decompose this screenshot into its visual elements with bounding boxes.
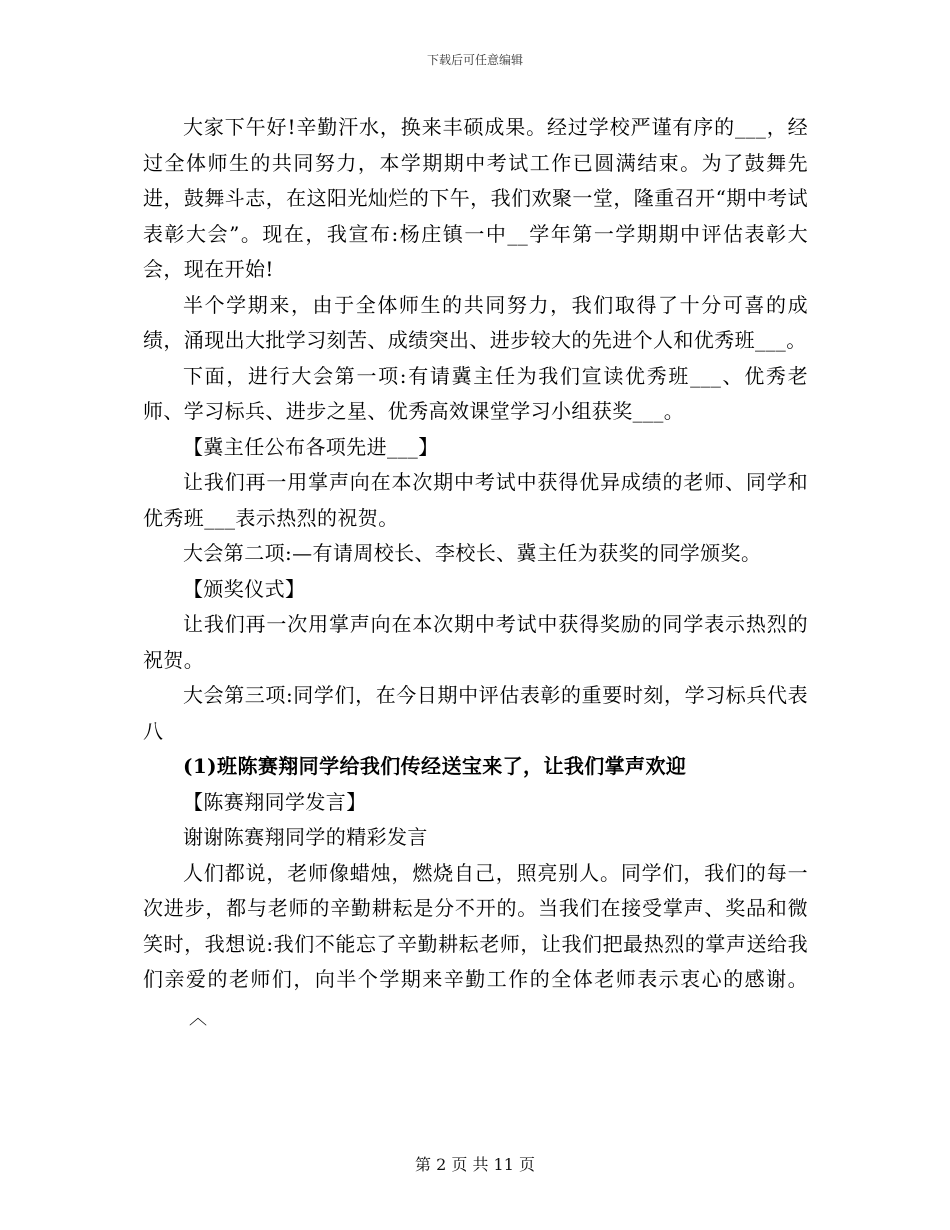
paragraph-thanks-speaker: 谢谢陈赛翔同学的精彩发言	[183, 825, 428, 849]
caret-up-icon: ︿	[189, 1007, 208, 1029]
paragraph-speaker-intro: (1)班陈赛翔同学给我们传经送宝来了，让我们掌声欢迎	[183, 754, 687, 778]
paragraph-award-ceremony: 【颁奖仪式】	[183, 576, 306, 601]
paragraph-thanks-teachers	[143, 856, 808, 1037]
page-header: 下载后可任意编辑	[426, 53, 523, 67]
paragraph-speech-label: 【陈赛翔同学发言】	[183, 789, 367, 814]
paragraph-opening: 大家下午好!辛勤汗水，换来丰硕成果。经过学校严谨有序的___，经过全体师生的共同努力，本学期期中考试工作已圆满结束。为了鼓舞先进，鼓舞斗志，在这阳光灿烂的下午，我们欢聚一堂，隆重召开“期中考试表彰大会”。现在，我宣布:杨庄镇一中__学年第一学期期中评估表彰大会，现在开始!	[143, 115, 808, 281]
paragraph-announce-advanced: 【冀主任公布各项先进___】	[183, 434, 439, 459]
page-footer: 第 2 页 共 11 页	[415, 1155, 535, 1174]
document-body	[143, 110, 808, 1036]
paragraph-applause-one: 让我们再一用掌声向在本次期中考试中获得优异成绩的老师、同学和优秀班___表示热烈的祝贺。	[143, 470, 808, 530]
paragraph-item-one: 下面，进行大会第一项:有请冀主任为我们宣读优秀班___、优秀老师、学习标兵、进步之星、优秀高效课堂学习小组获奖___。	[143, 363, 808, 423]
paragraph-achievements: 半个学期来，由于全体师生的共同努力，我们取得了十分可喜的成绩，涌现出大批学习刻苦、成绩突出、进步较大的先进个人和优秀班___。	[143, 292, 808, 352]
paragraph-thanks-teachers-text: 人们都说，老师像蜡烛，燃烧自己，照亮别人。同学们，我们的每一次进步，都与老师的辛勤耕耘是分不开的。当我们在接受掌声、奖品和微笑时，我想说:我们不能忘了辛勤耕耘老师，让我们把最热烈的掌声送给我们亲爱的老师们，向半个学期来辛勤工作的全体老师表示衷心的感谢。	[143, 860, 808, 991]
paragraph-item-two: 大会第二项:—有请周校长、李校长、冀主任为获奖的同学颁奖。	[183, 541, 762, 565]
paragraph-applause-two: 让我们再一次用掌声向在本次期中考试中获得奖励的同学表示热烈的祝贺。	[143, 612, 808, 672]
paragraph-item-three: 大会第三项:同学们，在今日期中评估表彰的重要时刻，学习标兵代表八	[143, 683, 808, 743]
